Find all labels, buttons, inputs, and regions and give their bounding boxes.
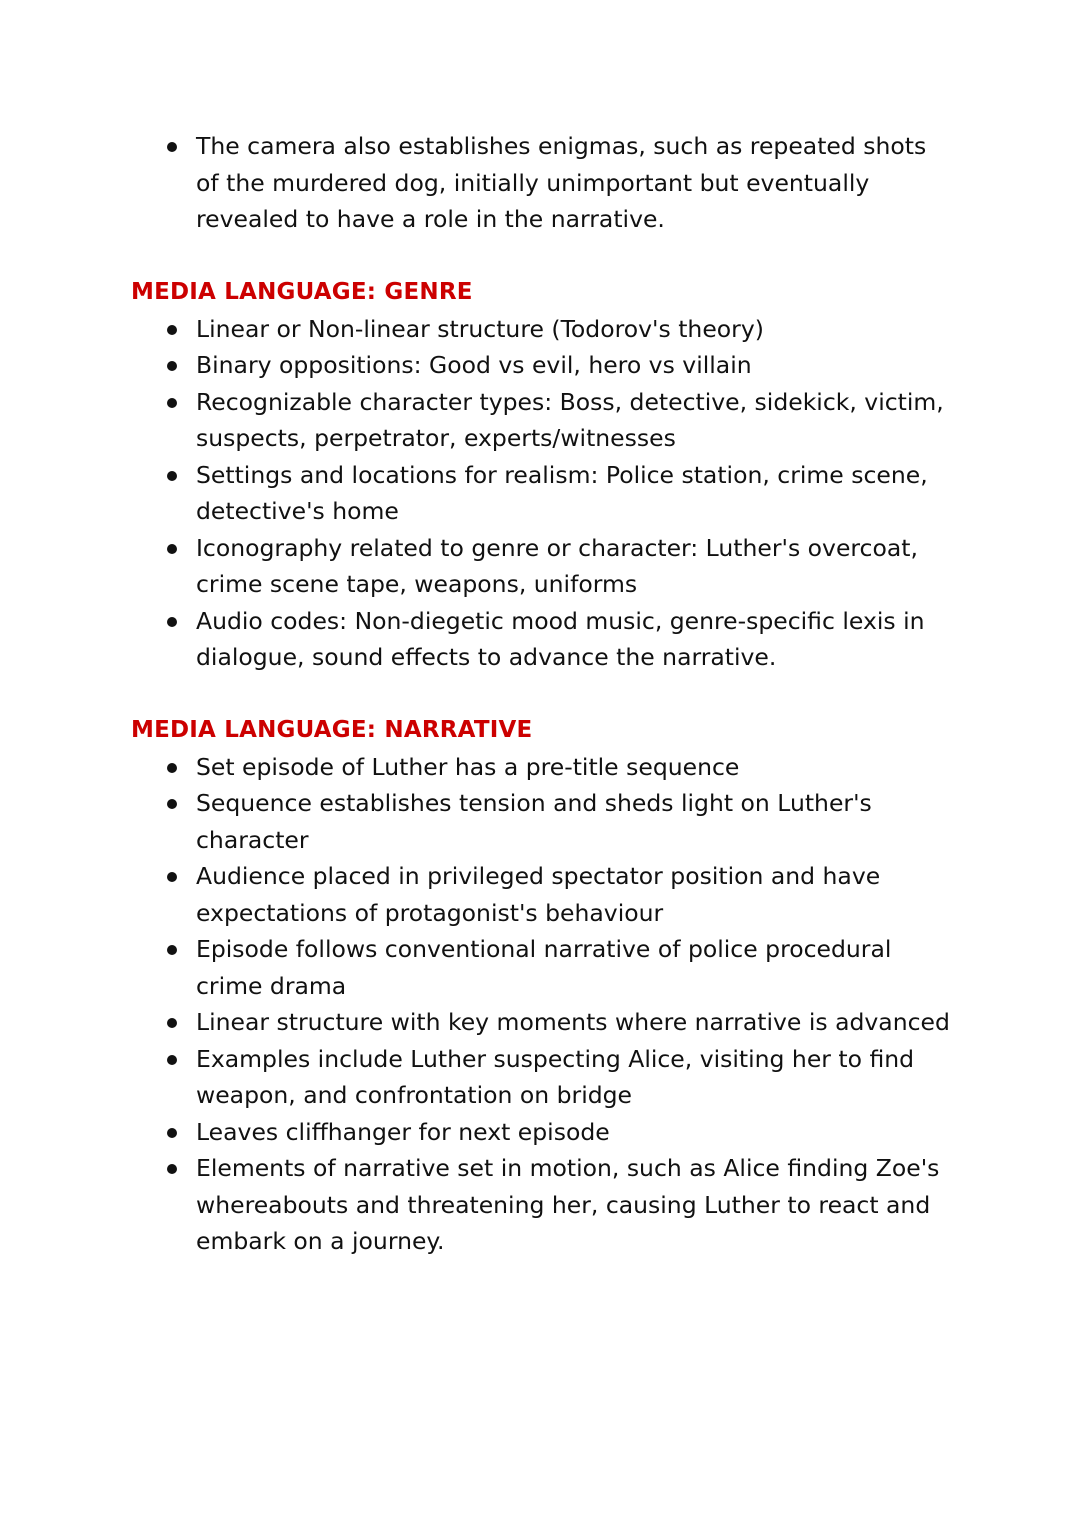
bullet-dot-icon (167, 799, 177, 809)
list-item-text: Episode follows conventional narrative of police procedural crime drama (196, 935, 892, 1000)
list-item (131, 749, 951, 786)
bullet-dot-icon (167, 617, 177, 627)
list-item (131, 1114, 951, 1151)
list-item (131, 530, 951, 603)
list-item-text: Leaves cliffhanger for next episode (196, 1117, 610, 1146)
narrative-section (131, 712, 951, 1260)
bullet-dot-icon (167, 1018, 177, 1028)
list-item (131, 347, 951, 384)
list-item-text: Audio codes: Non-diegetic mood music, genre-specific lexis in dialogue, sound effects to advance the narrative. (196, 606, 925, 671)
list-item (131, 457, 951, 530)
narrative-bullet-list (131, 749, 951, 1260)
list-item-text: Iconography related to genre or character: Luther's overcoat, crime scene tape, weapons, uniforms (196, 533, 918, 598)
list-item (131, 603, 951, 676)
list-item-text: Recognizable character types: Boss, detective, sidekick, victim, suspects, perpetrator, experts/witnesses (196, 387, 944, 452)
list-item (131, 1150, 951, 1260)
list-item-text: Linear structure with key moments where narrative is advanced (196, 1008, 950, 1036)
genre-section (131, 274, 951, 676)
list-item (131, 785, 951, 858)
bullet-dot-icon (167, 1128, 177, 1138)
genre-heading: MEDIA LANGUAGE: GENRE (131, 279, 473, 305)
list-item (131, 384, 951, 457)
genre-bullet-list (131, 311, 951, 676)
list-item (131, 1004, 951, 1041)
list-item (131, 311, 951, 348)
list-item (131, 1041, 951, 1114)
list-item-text: Elements of narrative set in motion, such as Alice finding Zoe's whereabouts and threatening her, causing Luther to react and embark on a journey. (196, 1154, 940, 1255)
intro-bullet-list (131, 128, 951, 238)
bullet-dot-icon (167, 361, 177, 371)
list-item (131, 931, 951, 1004)
list-item (131, 858, 951, 931)
list-item-text: Audience placed in privileged spectator position and have expectations of protagonist's behaviour (196, 862, 881, 927)
document-content (131, 128, 951, 1260)
bullet-dot-icon (167, 1055, 177, 1065)
bullet-dot-icon (167, 763, 177, 773)
list-item-text: Linear or Non-linear structure (Todorov's theory) (196, 314, 764, 343)
bullet-dot-icon (167, 471, 177, 481)
list-item-text: Binary oppositions: Good vs evil, hero vs villain (196, 351, 752, 379)
bullet-dot-icon (167, 142, 177, 152)
bullet-dot-icon (167, 325, 177, 335)
list-item-text: Examples include Luther suspecting Alice, visiting her to find weapon, and confrontation on bridge (196, 1044, 915, 1109)
list-item (131, 128, 951, 238)
list-item-text: Set episode of Luther has a pre-title sequence (196, 752, 740, 781)
bullet-dot-icon (167, 945, 177, 955)
bullet-dot-icon (167, 1164, 177, 1174)
intro-section (131, 128, 951, 238)
bullet-dot-icon (167, 398, 177, 408)
narrative-heading: MEDIA LANGUAGE: NARRATIVE (131, 717, 533, 743)
list-item-text: Settings and locations for realism: Police station, crime scene, detective's home (196, 460, 928, 525)
bullet-dot-icon (167, 872, 177, 882)
bullet-dot-icon (167, 544, 177, 554)
list-item-text: Sequence establishes tension and sheds light on Luther's character (196, 789, 872, 854)
list-item-text: The camera also establishes enigmas, such as repeated shots of the murdered dog, initially unimportant but eventually revealed to have a role in the narrative. (196, 132, 927, 233)
